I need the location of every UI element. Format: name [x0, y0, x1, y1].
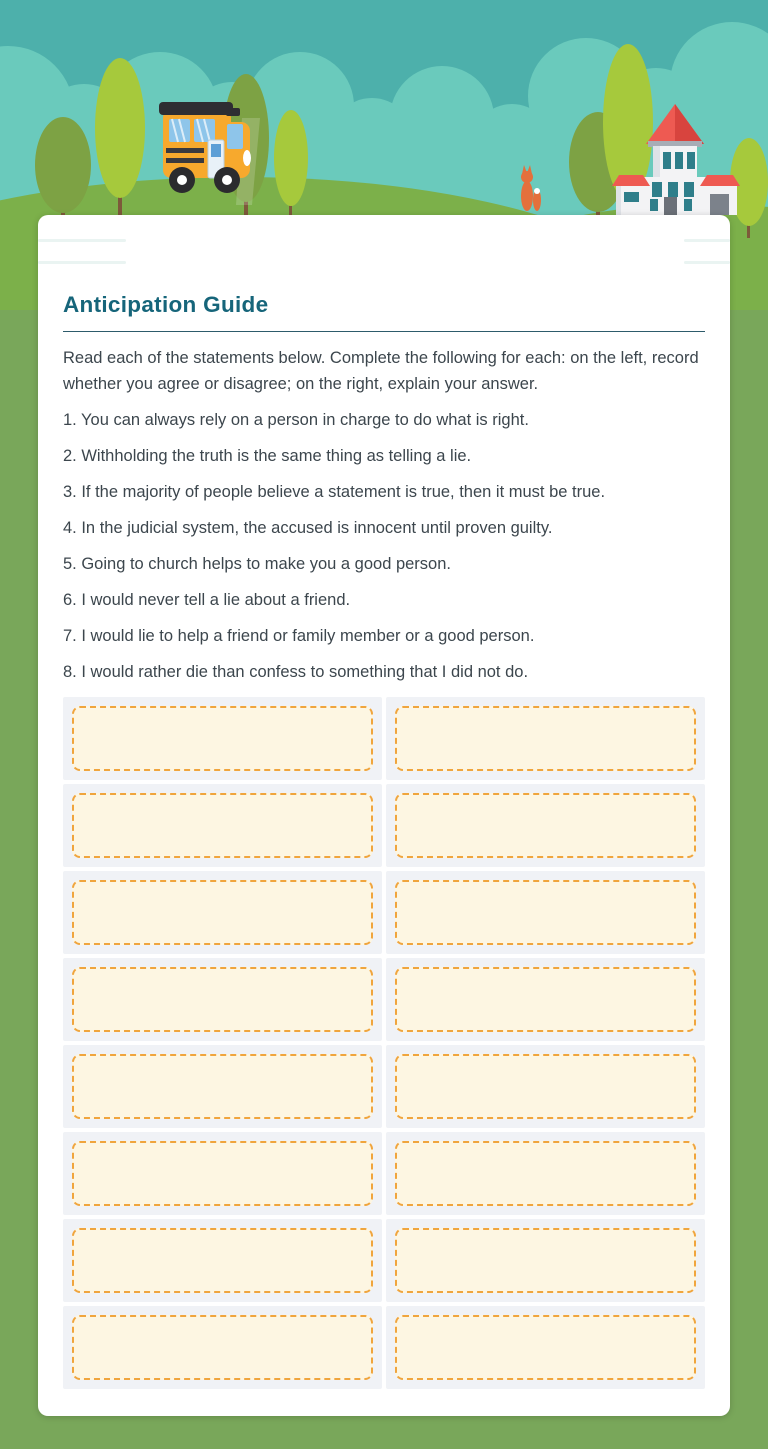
answer-cell: [386, 697, 705, 780]
answer-cell: [63, 1045, 382, 1128]
worksheet-title: Anticipation Guide: [63, 292, 269, 317]
answer-cell: [386, 784, 705, 867]
answer-cell: [386, 1219, 705, 1302]
agree-disagree-answer-box[interactable]: [72, 880, 373, 945]
statement-2: 2. Withholding the truth is the same thing as telling a lie.: [63, 447, 472, 465]
answer-cell: [63, 871, 382, 954]
agree-disagree-answer-box[interactable]: [72, 1315, 373, 1380]
agree-disagree-answer-box[interactable]: [72, 1141, 373, 1206]
answer-cell: [63, 784, 382, 867]
explanation-answer-box[interactable]: [395, 793, 696, 858]
answer-cell: [63, 958, 382, 1041]
worksheet-instructions: Read each of the statements below. Complete the following for each: on the left, record whether you agree or disagree; on the right, explain your answer.: [63, 349, 699, 393]
agree-disagree-answer-box[interactable]: [72, 706, 373, 771]
ghost-line: [38, 239, 126, 242]
explanation-answer-box[interactable]: [395, 1228, 696, 1293]
statement-5: 5. Going to church helps to make you a good person.: [63, 555, 451, 573]
ghost-line: [684, 239, 730, 242]
answer-cell: [63, 697, 382, 780]
answer-cell: [386, 958, 705, 1041]
statement-7: 7. I would lie to help a friend or family member or a good person.: [63, 627, 535, 645]
statement-3: 3. If the majority of people believe a statement is true, then it must be true.: [63, 483, 606, 501]
agree-disagree-answer-box[interactable]: [72, 1054, 373, 1119]
answer-cell: [386, 1132, 705, 1215]
explanation-answer-box[interactable]: [395, 880, 696, 945]
worksheet-card: [38, 215, 730, 1416]
agree-disagree-answer-box[interactable]: [72, 967, 373, 1032]
agree-disagree-answer-box[interactable]: [72, 1228, 373, 1293]
statement-6: 6. I would never tell a lie about a friend.: [63, 591, 351, 609]
statement-8: 8. I would rather die than confess to something that I did not do.: [63, 663, 529, 681]
agree-disagree-answer-box[interactable]: [72, 793, 373, 858]
statement-1: 1. You can always rely on a person in charge to do what is right.: [63, 411, 529, 429]
answer-cell: [63, 1306, 382, 1389]
explanation-answer-box[interactable]: [395, 967, 696, 1032]
answer-cell: [386, 1306, 705, 1389]
answer-grid: [63, 697, 705, 1389]
answer-cell: [386, 871, 705, 954]
ghost-line: [684, 261, 730, 264]
explanation-answer-box[interactable]: [395, 1315, 696, 1380]
explanation-answer-box[interactable]: [395, 1141, 696, 1206]
explanation-answer-box[interactable]: [395, 706, 696, 771]
answer-cell: [386, 1045, 705, 1128]
ghost-line: [38, 261, 126, 264]
explanation-answer-box[interactable]: [395, 1054, 696, 1119]
title-divider: [63, 331, 705, 332]
answer-cell: [63, 1132, 382, 1215]
answer-cell: [63, 1219, 382, 1302]
statements-list: [63, 409, 705, 683]
statement-4: 4. In the judicial system, the accused is innocent until proven guilty.: [63, 519, 553, 537]
